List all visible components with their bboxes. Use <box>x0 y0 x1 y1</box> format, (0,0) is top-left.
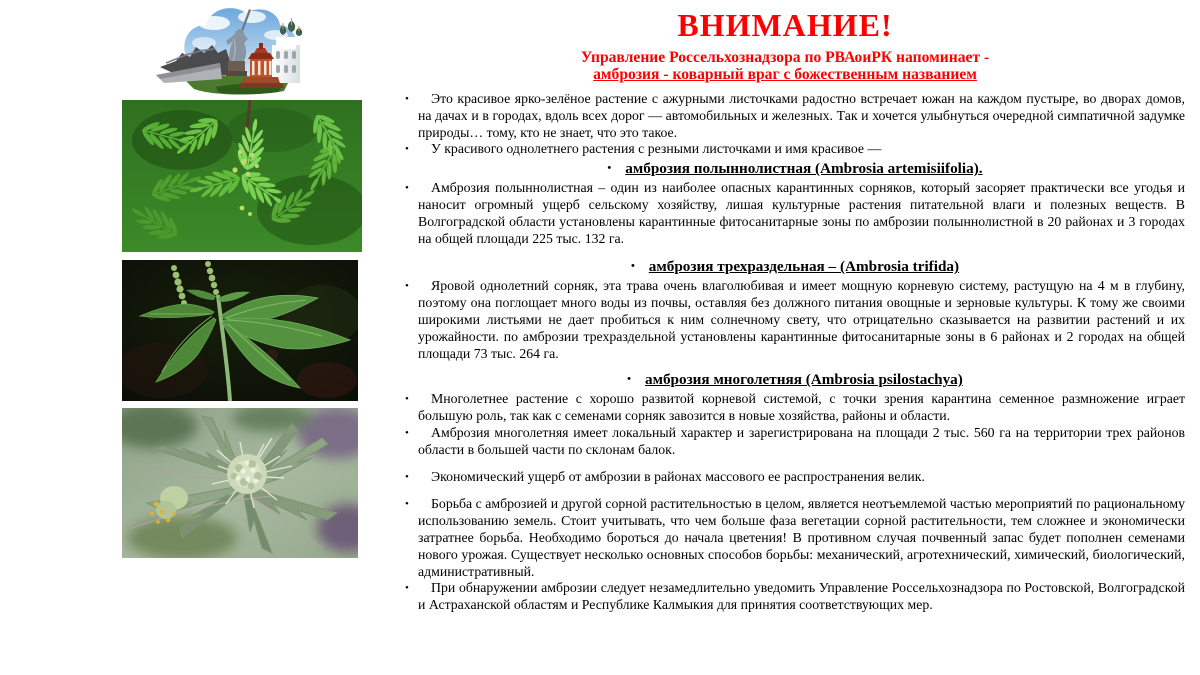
paragraph-intro <box>405 91 1185 141</box>
bullet-marker: • <box>405 498 409 511</box>
paragraph-text: Экономический ущерб от амброзии в районах массового ее распространения велик. <box>431 468 925 484</box>
logo-collage-icon <box>156 3 316 98</box>
paragraph-psilostachya-area <box>405 425 1185 459</box>
paragraph-trifida-info <box>405 278 1185 362</box>
bullet-marker: • <box>607 162 612 175</box>
paragraph-text: Яровой однолетний сорняк, эта трава очень влаголюбивая и имеет мощную корневую систему, растущую на 4 м в глубину, поэтому она поглощает много воды из почвы, оставляя без должного питания овощные и зерновые культуры. К тому же своими широкими листьями не дает пробиться к ним солнечному свету, что отрицательно сказывается на развитии растений и их урожайности. по амброзии трехраздельной установлены карантинные фитосанитарные зоны в 6 районах и 2 городах на общей площади 73 тыс. 264 га. <box>418 278 1185 361</box>
subtitle-line-1: Управление Россельхознадзора по РВАоиРК напоминает - <box>580 49 990 66</box>
heading-text: амброзия трехраздельная – (Ambrosia trifida) <box>648 258 960 276</box>
paragraph-beautiful-name <box>405 141 1185 158</box>
paragraph-text: Борьба с амброзией и другой сорной растительностью в целом, является неотъемлемой частью мероприятий по рациональному использованию земель. Стоит учитывать, что чем больше фаза вегетации сорной растительности, тем сложнее и экономически затратнее борьба. Необходимо бороться до начала цветения! В противном случая почвенный запас будет пополнен семенами нового урожая. Существует несколько основных способов борьбы: механический, агротехнический, химический, биологический, административный. <box>418 496 1185 579</box>
slide-header <box>385 8 1185 83</box>
bullet-marker: • <box>630 260 635 273</box>
body-text-column <box>405 91 1185 614</box>
paragraph-text: При обнаружении амброзии следует незамедлительно уведомить Управление Россельхознадзора по Ростовской, Волгоградской и Астраханской областям и Республике Калмыкия для принятия соответствующих мер. <box>418 580 1185 613</box>
ambrosia-psilostachya-photo <box>122 408 358 558</box>
bullet-marker: • <box>405 582 409 595</box>
subtitle-line-2: амброзия - коварный враг с божественным названием <box>593 66 977 83</box>
bullet-marker: • <box>405 426 409 439</box>
heading-ambrosia-trifida <box>405 257 1185 276</box>
paragraph-text: У красивого однолетнего растения с резными листочками и имя красивое — <box>431 141 882 157</box>
bullet-marker: • <box>405 393 409 406</box>
page-title: ВНИМАНИЕ! <box>677 7 893 43</box>
bullet-marker: • <box>405 280 409 293</box>
paragraph-psilostachya-info <box>405 391 1185 425</box>
paragraph-report-instructions <box>405 580 1185 614</box>
paragraph-text: Многолетнее растение с хорошо развитой корневой системой, с точки зрения карантина семенное размножение играет большую роль, так как с семенами сорняк завозится в новые хозяйства, районы и области. <box>418 391 1185 424</box>
heading-ambrosia-psilostachya <box>405 370 1185 389</box>
paragraph-text: Это красивое ярко-зелёное растение с ажурными листочками радостно встречает южан на каждом пустыре, во дворах домов, на дачах и в городах, вдоль всех дорог — автомобильных и железных. Так и хочется улыбнуться очередной симпатичной задумке природы… тому, кто не знает, что это такое. <box>418 91 1185 140</box>
paragraph-artemisiifolia-info <box>405 180 1185 247</box>
bullet-marker: • <box>405 470 409 483</box>
heading-ambrosia-artemisiifolia <box>405 159 1185 178</box>
ambrosia-artemisiifolia-photo <box>122 100 362 252</box>
subtitle <box>385 49 1185 83</box>
paragraph-control-methods <box>405 496 1185 580</box>
heading-text: амброзия многолетняя (Ambrosia psilostachya) <box>645 371 963 389</box>
paragraph-text: Амброзия многолетняя имеет локальный характер и зарегистрирована на площади 2 тыс. 560 га на территории трех районов области в большей части по склонам балок. <box>418 424 1185 457</box>
bullet-marker: • <box>405 182 409 195</box>
heading-text: амброзия полыннолистная (Ambrosia artemisiifolia). <box>625 160 983 178</box>
paragraph-economic-damage <box>405 469 1185 486</box>
bullet-marker: • <box>405 143 409 156</box>
bullet-marker: • <box>627 373 631 386</box>
bullet-marker: • <box>405 93 409 105</box>
paragraph-text: Амброзия полыннолистная – один из наиболее опасных карантинных сорняков, который засоряет практически все угодья и наносит огромный ущерб сельскому хозяйству, лишая культурные растения питательной влаги и полезных веществ. В Волгоградской области установлены карантинные фитосанитарные зоны по амброзии полыннолистной в 20 районах и 3 городах на общей площади 225 тыс. 132 га. <box>418 180 1185 246</box>
regions-landmarks-collage-logo <box>156 3 316 98</box>
ambrosia-trifida-photo <box>122 260 358 401</box>
